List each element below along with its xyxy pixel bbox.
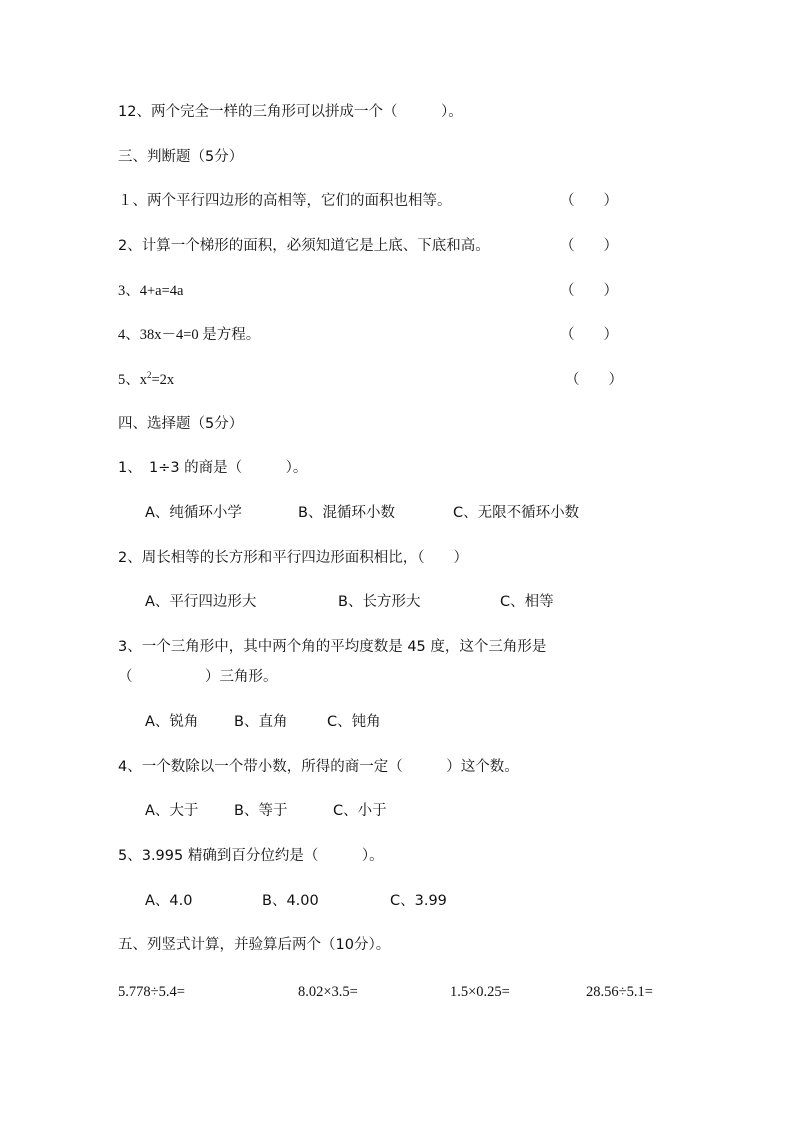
choice-1-option-b[interactable]: B、混循环小数: [298, 505, 395, 521]
choice-question-3-line-2: （ ）三角形。: [118, 669, 278, 685]
choice-5-option-b[interactable]: B、4.00: [262, 893, 319, 909]
judge-item-1: １、两个平行四边形的高相等，它们的面积也相等。: [118, 193, 452, 209]
choice-4-option-b[interactable]: B、等于: [234, 803, 288, 819]
choice-question-1: 1、 1÷3 的商是（ ）。: [118, 460, 308, 476]
choice-2-option-b[interactable]: B、长方形大: [338, 594, 421, 610]
calc-problem-1: 5.778÷5.4=: [118, 984, 185, 1000]
section-3-title: 三、判断题（5分）: [118, 149, 244, 165]
choice-2-option-a[interactable]: A、平行四边形大: [145, 594, 257, 610]
judge-item-3: 3、4+a=4a: [118, 283, 184, 299]
calc-problem-3: 1.5×0.25=: [450, 984, 510, 1000]
judge-blank-2[interactable]: （ ）: [560, 238, 618, 254]
choice-question-4: 4、一个数除以一个带小数，所得的商一定（ ）这个数。: [118, 759, 519, 775]
choice-5-option-a[interactable]: A、4.0: [145, 893, 193, 909]
judge-item-5-prefix: 5、x: [118, 372, 147, 388]
calc-problem-4: 28.56÷5.1=: [586, 984, 653, 1000]
judge-blank-1[interactable]: （ ）: [560, 193, 618, 209]
judge-blank-4[interactable]: （ ）: [560, 327, 618, 343]
judge-item-5: [118, 370, 174, 390]
choice-4-option-c[interactable]: C、小于: [333, 803, 387, 819]
judge-item-2: 2、计算一个梯形的面积，必须知道它是上底、下底和高。: [118, 238, 490, 254]
judge-item-4: 4、38x－4=0 是方程。: [118, 327, 261, 343]
judge-item-5-exponent: 2: [147, 370, 152, 381]
question-12: 12、两个完全一样的三角形可以拼成一个（ ）。: [118, 104, 463, 120]
choice-3-option-b[interactable]: B、直角: [234, 714, 288, 730]
judge-blank-5[interactable]: （ ）: [565, 372, 623, 388]
choice-question-3: 3、一个三角形中，其中两个角的平均度数是 45 度，这个三角形是: [118, 639, 547, 655]
choice-1-option-a[interactable]: A、纯循环小学: [145, 505, 242, 521]
choice-1-option-c[interactable]: C、无限不循环小数: [453, 505, 580, 521]
choice-question-5: 5、3.995 精确到百分位约是（ ）。: [118, 848, 384, 864]
judge-item-5-suffix: =2x: [151, 372, 175, 388]
choice-question-2: 2、周长相等的长方形和平行四边形面积相比，（ ）: [118, 550, 468, 566]
choice-3-option-c[interactable]: C、钝角: [327, 714, 381, 730]
section-4-title: 四、选择题（5分）: [118, 416, 244, 432]
calc-problem-2: 8.02×3.5=: [298, 984, 358, 1000]
choice-2-option-c[interactable]: C、相等: [500, 594, 554, 610]
section-5-title: 五、列竖式计算，并验算后两个（10分）。: [118, 937, 391, 953]
choice-4-option-a[interactable]: A、大于: [145, 803, 199, 819]
judge-blank-3[interactable]: （ ）: [560, 283, 618, 299]
choice-5-option-c[interactable]: C、3.99: [390, 893, 447, 909]
choice-3-option-a[interactable]: A、锐角: [145, 714, 199, 730]
